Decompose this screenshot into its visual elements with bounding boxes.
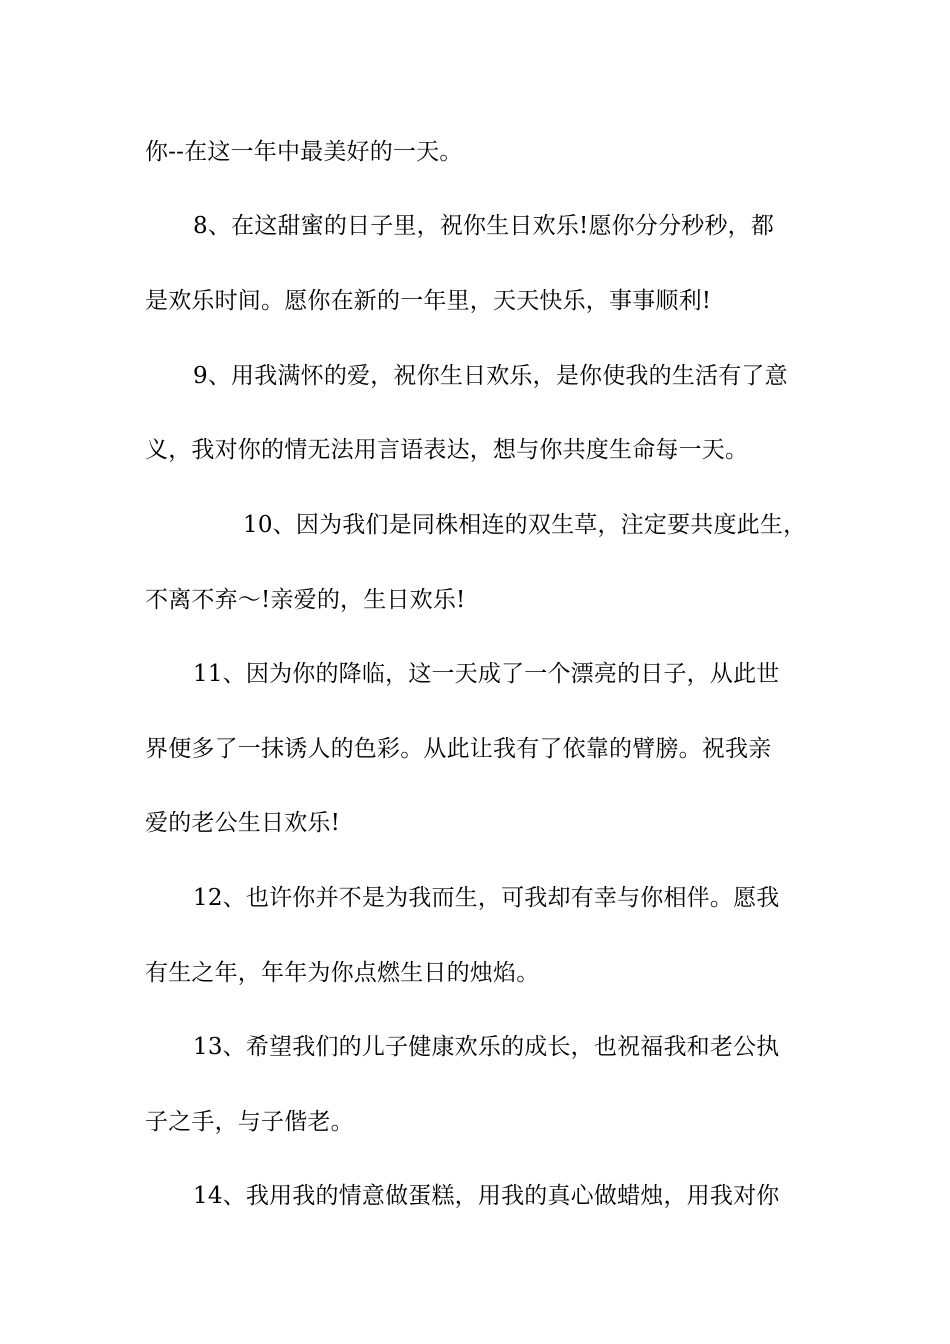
text-line: 你--在这一年中最美好的一天。 xyxy=(145,139,463,165)
text-line: 9、用我满怀的爱，祝你生日欢乐，是你使我的生活有了意 xyxy=(193,363,788,389)
text-line: 13、希望我们的儿子健康欢乐的成长，也祝福我和老公执 xyxy=(193,1034,780,1060)
text-line: 是欢乐时间。愿你在新的一年里，天天快乐，事事顺利! xyxy=(145,288,712,314)
text-line: 子之手，与子偕老。 xyxy=(145,1109,354,1135)
text-line: 14、我用我的情意做蛋糕，用我的真心做蜡烛，用我对你 xyxy=(193,1183,780,1209)
text-line: 不离不弃～!亲爱的，生日欢乐! xyxy=(145,587,466,613)
text-line: 界便多了一抹诱人的色彩。从此让我有了依靠的臂膀。祝我亲 xyxy=(145,736,772,762)
text-line: 义，我对你的情无法用言语表达，想与你共度生命每一天。 xyxy=(145,437,749,463)
text-line: 10、因为我们是同株相连的双生草，注定要共度此生， xyxy=(243,512,807,538)
text-line: 爱的老公生日欢乐! xyxy=(145,810,341,836)
text-line: 12、也许你并不是为我而生，可我却有幸与你相伴。愿我 xyxy=(193,885,780,911)
text-line: 11、因为你的降临，这一天成了一个漂亮的日子，从此世 xyxy=(193,661,780,687)
text-line: 有生之年，年年为你点燃生日的烛焰。 xyxy=(145,960,540,986)
text-line: 8、在这甜蜜的日子里，祝你生日欢乐!愿你分分秒秒，都 xyxy=(193,213,775,239)
